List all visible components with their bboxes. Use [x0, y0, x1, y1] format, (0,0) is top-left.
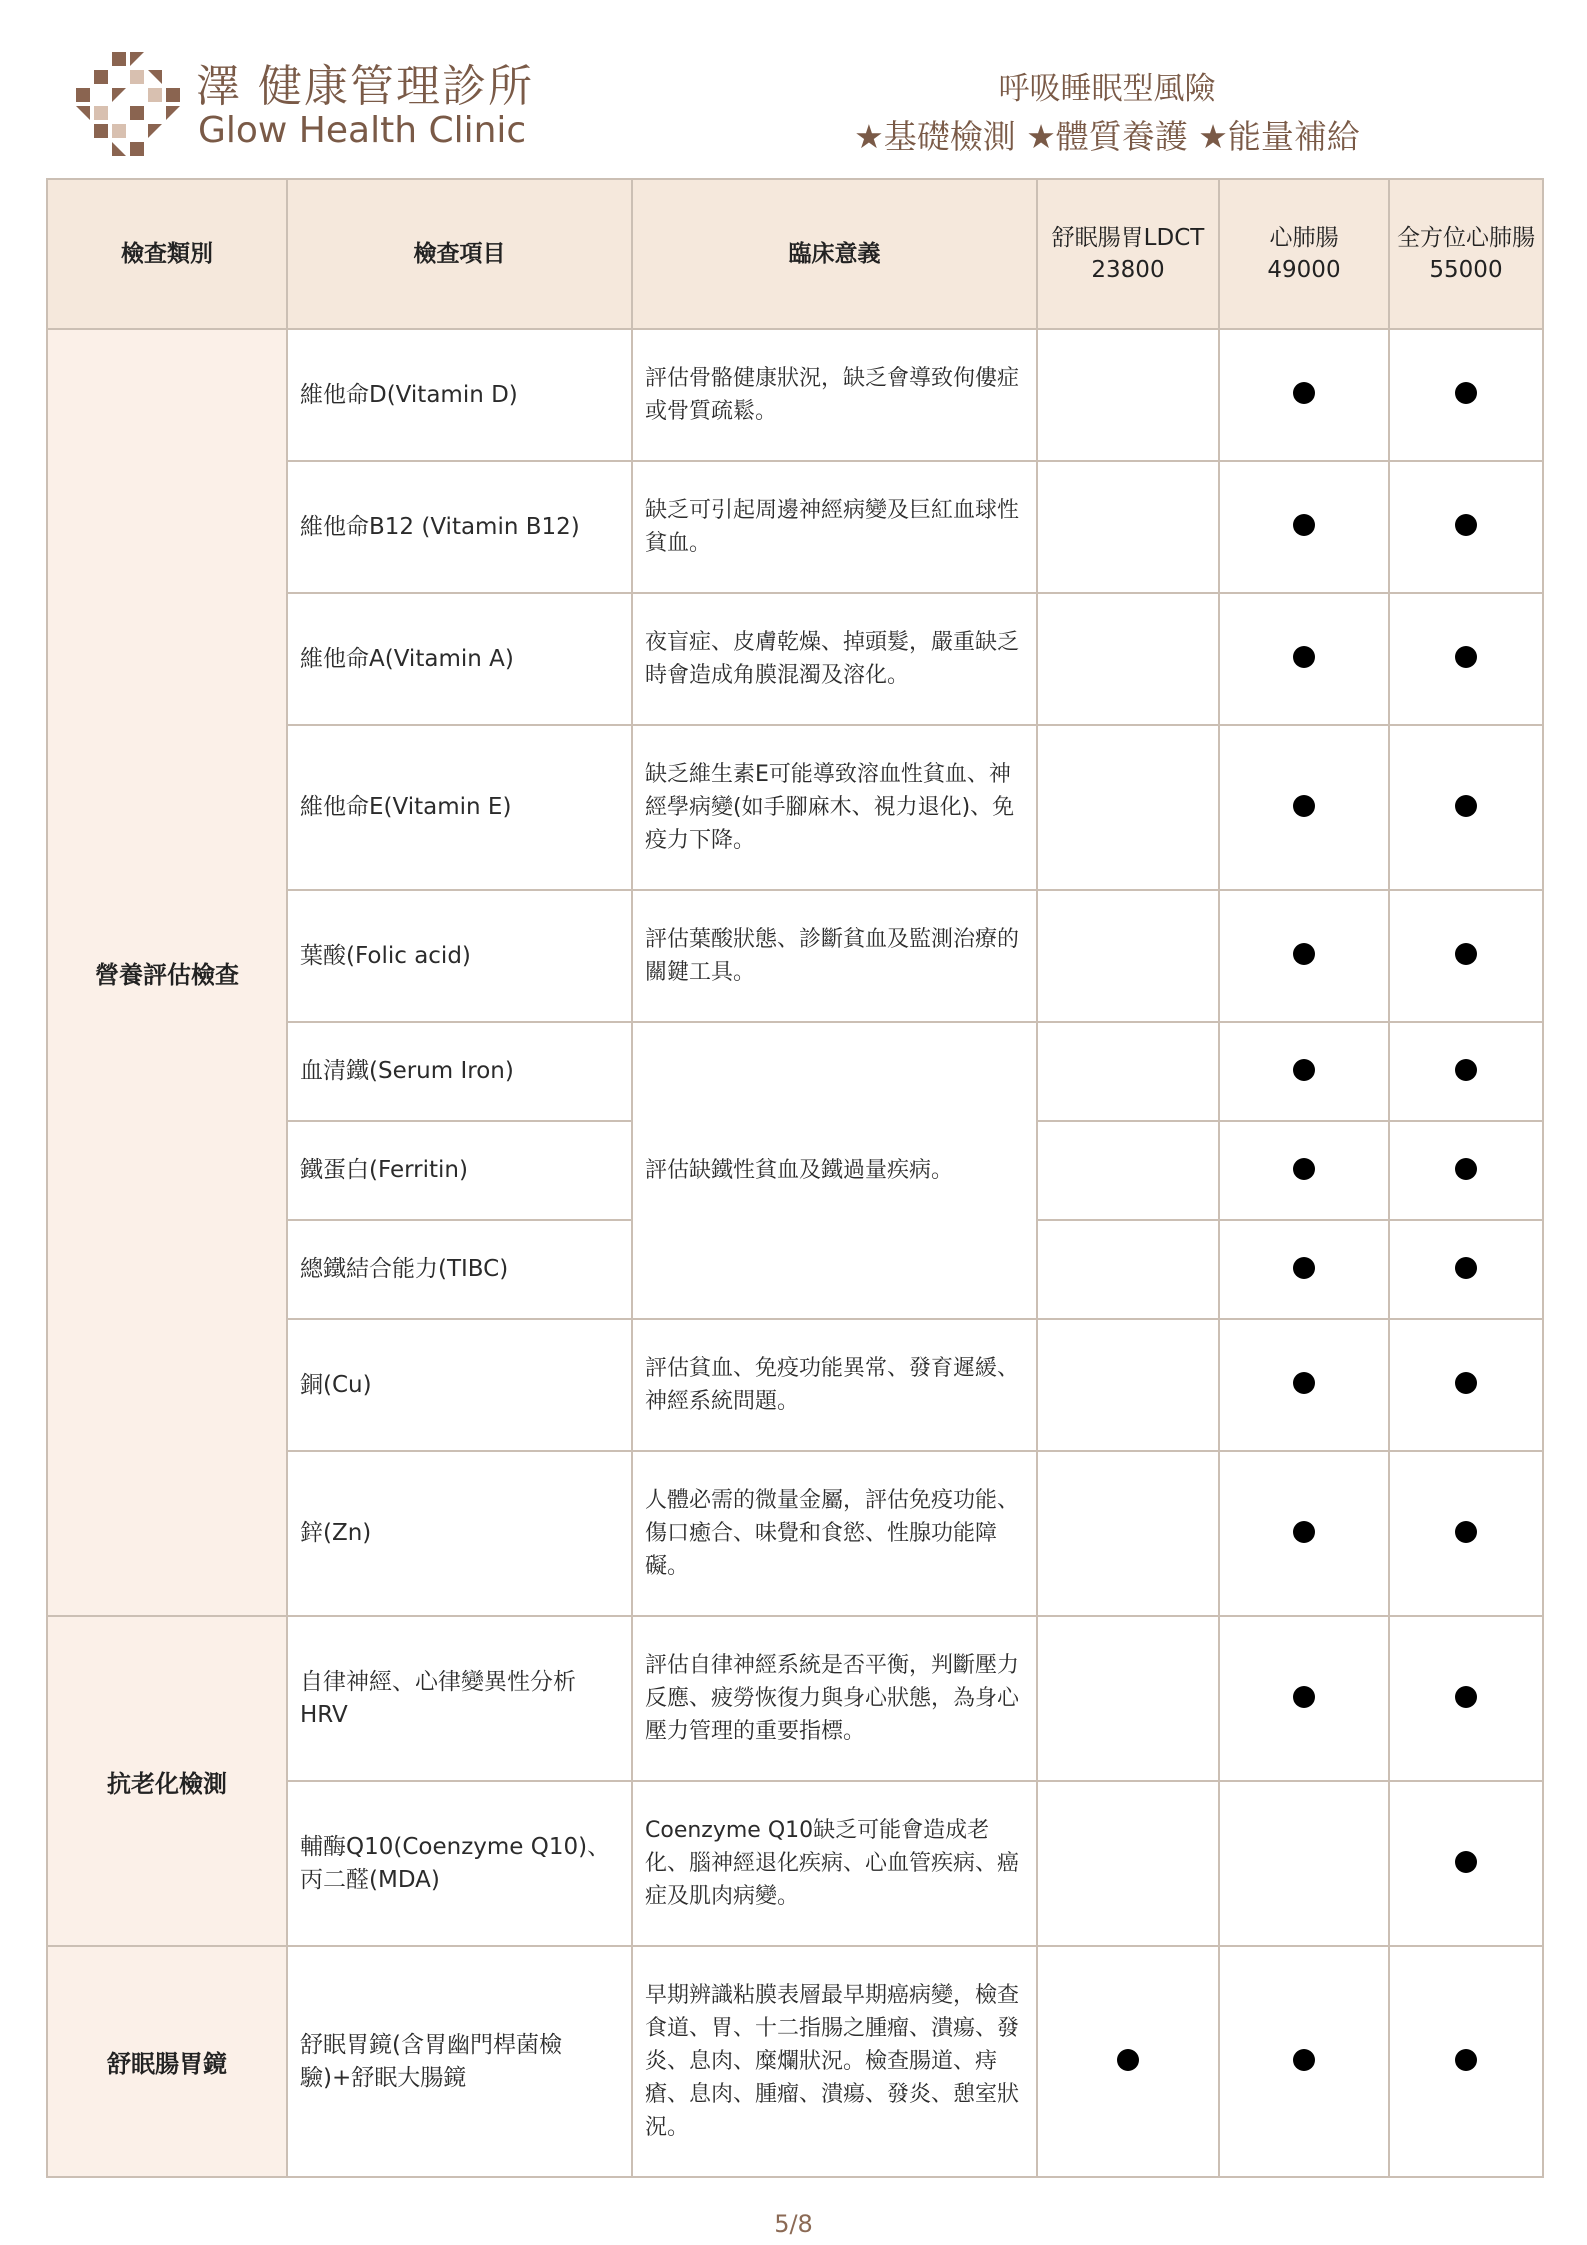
- mark-cell: [1037, 329, 1219, 461]
- mark-cell: [1219, 1319, 1389, 1451]
- clinic-logo: [72, 44, 552, 164]
- mark-cell: [1219, 890, 1389, 1022]
- mark-cell: [1219, 1616, 1389, 1781]
- filled-dot-icon: [1455, 1851, 1477, 1873]
- mark-cell: [1037, 1451, 1219, 1616]
- col-header-category: 檢查類別: [47, 179, 287, 329]
- filled-dot-icon: [1455, 382, 1477, 404]
- mark-cell: [1037, 1946, 1219, 2177]
- category-cell: 抗老化檢測: [47, 1616, 287, 1946]
- plan-name: 心肺腸: [1269, 225, 1339, 251]
- filled-dot-icon: [1293, 795, 1315, 817]
- filled-dot-icon: [1455, 1059, 1477, 1081]
- filled-dot-icon: [1293, 1521, 1315, 1543]
- mark-cell: [1389, 1781, 1543, 1946]
- item-cell: 維他命D(Vitamin D): [287, 329, 632, 461]
- meaning-cell: 早期辨識粘膜表層最早期癌病變，檢查食道、胃、十二指腸之腫瘤、潰瘍、發炎、息肉、糜爛狀況。檢查腸道、痔瘡、息肉、腫瘤、潰瘍、發炎、憩室狀況。: [632, 1946, 1037, 2177]
- mark-cell: [1037, 1616, 1219, 1781]
- mark-cell: [1389, 1946, 1543, 2177]
- mark-cell: [1037, 1781, 1219, 1946]
- item-cell: 維他命B12 (Vitamin B12): [287, 461, 632, 593]
- exam-plan-table: [46, 178, 1544, 2178]
- item-cell: 舒眠胃鏡(含胃幽門桿菌檢驗)+舒眠大腸鏡: [287, 1946, 632, 2177]
- filled-dot-icon: [1455, 943, 1477, 965]
- page-header-info: [827, 66, 1387, 162]
- meaning-cell: 評估缺鐵性貧血及鐵過量疾病。: [632, 1022, 1037, 1319]
- mark-cell: [1219, 1781, 1389, 1946]
- filled-dot-icon: [1117, 2049, 1139, 2071]
- filled-dot-icon: [1455, 1521, 1477, 1543]
- mark-cell: [1219, 329, 1389, 461]
- meaning-cell: 夜盲症、皮膚乾燥、掉頭髮，嚴重缺乏時會造成角膜混濁及溶化。: [632, 593, 1037, 725]
- filled-dot-icon: [1455, 646, 1477, 668]
- meaning-cell: 評估葉酸狀態、診斷貧血及監測治療的關鍵工具。: [632, 890, 1037, 1022]
- meaning-cell: Coenzyme Q10缺乏可能會造成老化、腦神經退化疾病、心血管疾病、癌症及肌肉病變。: [632, 1781, 1037, 1946]
- mark-cell: [1037, 725, 1219, 890]
- meaning-cell: 評估骨骼健康狀況，缺乏會導致佝僂症或骨質疏鬆。: [632, 329, 1037, 461]
- mark-cell: [1389, 593, 1543, 725]
- mark-cell: [1389, 1451, 1543, 1616]
- meaning-cell: 評估貧血、免疫功能異常、發育遲緩、神經系統問題。: [632, 1319, 1037, 1451]
- filled-dot-icon: [1455, 1372, 1477, 1394]
- filled-dot-icon: [1455, 1686, 1477, 1708]
- plan-name: 舒眠腸胃LDCT: [1051, 225, 1205, 251]
- meaning-cell: 缺乏可引起周邊神經病變及巨紅血球性貧血。: [632, 461, 1037, 593]
- mark-cell: [1037, 1220, 1219, 1319]
- mark-cell: [1219, 461, 1389, 593]
- table-row: [47, 1616, 1543, 1781]
- table-row: [47, 329, 1543, 461]
- mark-cell: [1037, 1319, 1219, 1451]
- mark-cell: [1219, 1022, 1389, 1121]
- col-header-item: 檢查項目: [287, 179, 632, 329]
- plan-price: 49000: [1267, 257, 1341, 283]
- category-cell: 營養評估檢查: [47, 329, 287, 1616]
- mark-cell: [1219, 1946, 1389, 2177]
- category-cell: 舒眠腸胃鏡: [47, 1946, 287, 2177]
- mark-cell: [1037, 461, 1219, 593]
- filled-dot-icon: [1293, 1257, 1315, 1279]
- filled-dot-icon: [1455, 514, 1477, 536]
- item-cell: 鐵蛋白(Ferritin): [287, 1121, 632, 1220]
- mark-cell: [1037, 1022, 1219, 1121]
- mark-cell: [1389, 1121, 1543, 1220]
- brand-name-zh: 澤 健康管理診所: [196, 61, 534, 112]
- mark-cell: [1389, 1616, 1543, 1781]
- mark-cell: [1389, 329, 1543, 461]
- mark-cell: [1389, 461, 1543, 593]
- filled-dot-icon: [1455, 1257, 1477, 1279]
- item-cell: 自律神經、心律變異性分析HRV: [287, 1616, 632, 1781]
- item-cell: 銅(Cu): [287, 1319, 632, 1451]
- mark-cell: [1219, 593, 1389, 725]
- meaning-cell: 人體必需的微量金屬，評估免疫功能、傷口癒合、味覺和食慾、性腺功能障礙。: [632, 1451, 1037, 1616]
- item-cell: 葉酸(Folic acid): [287, 890, 632, 1022]
- filled-dot-icon: [1293, 514, 1315, 536]
- plan-price: 23800: [1091, 257, 1165, 283]
- filled-dot-icon: [1293, 646, 1315, 668]
- filled-dot-icon: [1293, 1158, 1315, 1180]
- page-number: 5/8: [774, 2210, 813, 2238]
- meaning-cell: 評估自律神經系統是否平衡，判斷壓力反應、疲勞恢復力與身心狀態，為身心壓力管理的重要指標。: [632, 1616, 1037, 1781]
- filled-dot-icon: [1293, 2049, 1315, 2071]
- mark-cell: [1389, 725, 1543, 890]
- brand-name-en: Glow Health Clinic: [198, 110, 527, 151]
- col-header-plan-2: [1219, 179, 1389, 329]
- plan-name: 全方位心肺腸: [1397, 225, 1535, 251]
- mark-cell: [1389, 1319, 1543, 1451]
- filled-dot-icon: [1293, 1372, 1315, 1394]
- mark-cell: [1389, 1022, 1543, 1121]
- item-cell: 總鐵結合能力(TIBC): [287, 1220, 632, 1319]
- item-cell: 鋅(Zn): [287, 1451, 632, 1616]
- mark-cell: [1389, 1220, 1543, 1319]
- mark-cell: [1219, 1451, 1389, 1616]
- cross-mosaic-logo-icon: [72, 48, 184, 160]
- page-tags: ★基礎檢測 ★體質養護 ★能量補給: [854, 117, 1360, 156]
- mark-cell: [1219, 725, 1389, 890]
- col-header-meaning: 臨床意義: [632, 179, 1037, 329]
- col-header-plan-1: [1037, 179, 1219, 329]
- mark-cell: [1037, 593, 1219, 725]
- filled-dot-icon: [1455, 795, 1477, 817]
- item-cell: 輔酶Q10(Coenzyme Q10)、丙二醛(MDA): [287, 1781, 632, 1946]
- filled-dot-icon: [1293, 943, 1315, 965]
- mark-cell: [1037, 1121, 1219, 1220]
- col-header-plan-3: [1389, 179, 1543, 329]
- mark-cell: [1389, 890, 1543, 1022]
- filled-dot-icon: [1293, 1059, 1315, 1081]
- filled-dot-icon: [1293, 382, 1315, 404]
- item-cell: 血清鐵(Serum Iron): [287, 1022, 632, 1121]
- plan-price: 55000: [1429, 257, 1503, 283]
- item-cell: 維他命A(Vitamin A): [287, 593, 632, 725]
- filled-dot-icon: [1455, 1158, 1477, 1180]
- meaning-cell: 缺乏維生素E可能導致溶血性貧血、神經學病變(如手腳麻木、視力退化)、免疫力下降。: [632, 725, 1037, 890]
- mark-cell: [1037, 890, 1219, 1022]
- mark-cell: [1219, 1121, 1389, 1220]
- mark-cell: [1219, 1220, 1389, 1319]
- table-header-row: [47, 179, 1543, 329]
- page-subtitle: 呼吸睡眠型風險: [998, 71, 1216, 107]
- filled-dot-icon: [1293, 1686, 1315, 1708]
- table-row: [47, 1946, 1543, 2177]
- item-cell: 維他命E(Vitamin E): [287, 725, 632, 890]
- filled-dot-icon: [1455, 2049, 1477, 2071]
